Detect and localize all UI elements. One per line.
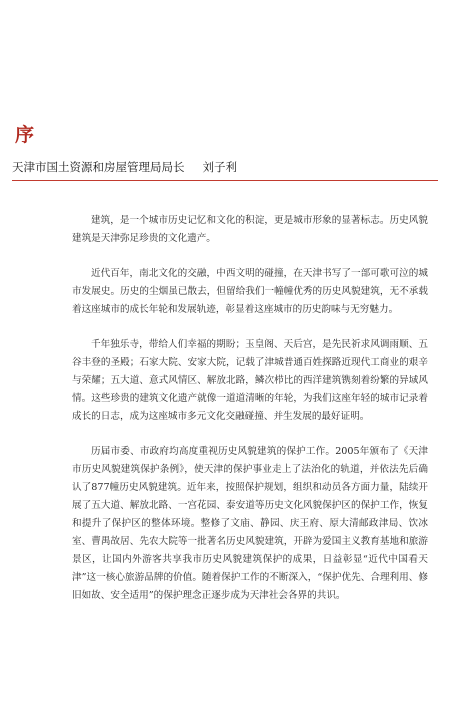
page-title: 序: [15, 124, 35, 146]
paragraph: 建筑，是一个城市历史记忆和文化的积淀，更是城市形象的显著标志。历史风貌建筑是天津弥足珍贵的文化遗产。: [72, 215, 428, 244]
paragraph: 历届市委、市政府均高度重视历史风貌建筑的保护工作。2005年颁布了《天津市历史风貌建筑保护条例》，使天津的保护事业走上了法治化的轨道，并依法先后确认了877幢历史风貌建筑。近年来，按照保护规划，组织和动员各方面力量，陆续开展了五大道、解放北路、一宫花园、泰安道等历史文化风貌保护区的保护工作，恢复和提升了保护区的整体环境。整修了文庙、静园、庆王府、原大清邮政津局、饮冰室、曹禺故居、先农大院等一批著名历史风貌建筑，开辟为爱国主义教育基地和旅游景区，让国内外游客共享我市历史风貌建筑保护的成果，日益彰显“近代中国看天津”这一核心旅游品牌的价值。随着保护工作的不断深入，“保护优先、合理利用、修旧如故、安全适用”的保护理念正逐步成为天津社会各界的共识。: [72, 446, 428, 601]
author-byline: [12, 160, 438, 174]
author-name: 刘子利: [202, 160, 237, 174]
author-position: 天津市国土资源和房屋管理局局长: [12, 160, 185, 174]
title-divider: [12, 180, 438, 181]
paragraph: 近代百年，南北文化的交融，中西文明的碰撞，在天津书写了一部可歌可泣的城市发展史。历史的尘烟虽已散去，但留给我们一幢幢优秀的历史风貌建筑，无不承载着这座城市的成长年轮和发展轨迹，彰显着这座城市的历史韵味与无穷魅力。: [72, 268, 428, 315]
preface-body: [72, 212, 428, 622]
paragraph: 千年独乐寺，带给人们幸福的期盼；玉皇阁、天后宫，是先民祈求风调雨顺、五谷丰登的圣殿；石家大院、安家大院，记载了津城普通百姓探路近现代工商业的艰辛与荣耀；五大道、意式风情区、解放北路，鳞次栉比的西洋建筑镌刻着纷繁的异域风情。这些珍贵的建筑文化遗产就像一道道清晰的年轮，为我们这座年轻的城市记录着成长的日志，成为这座城市多元文化交融碰撞、并生发展的最好证明。: [72, 339, 428, 422]
